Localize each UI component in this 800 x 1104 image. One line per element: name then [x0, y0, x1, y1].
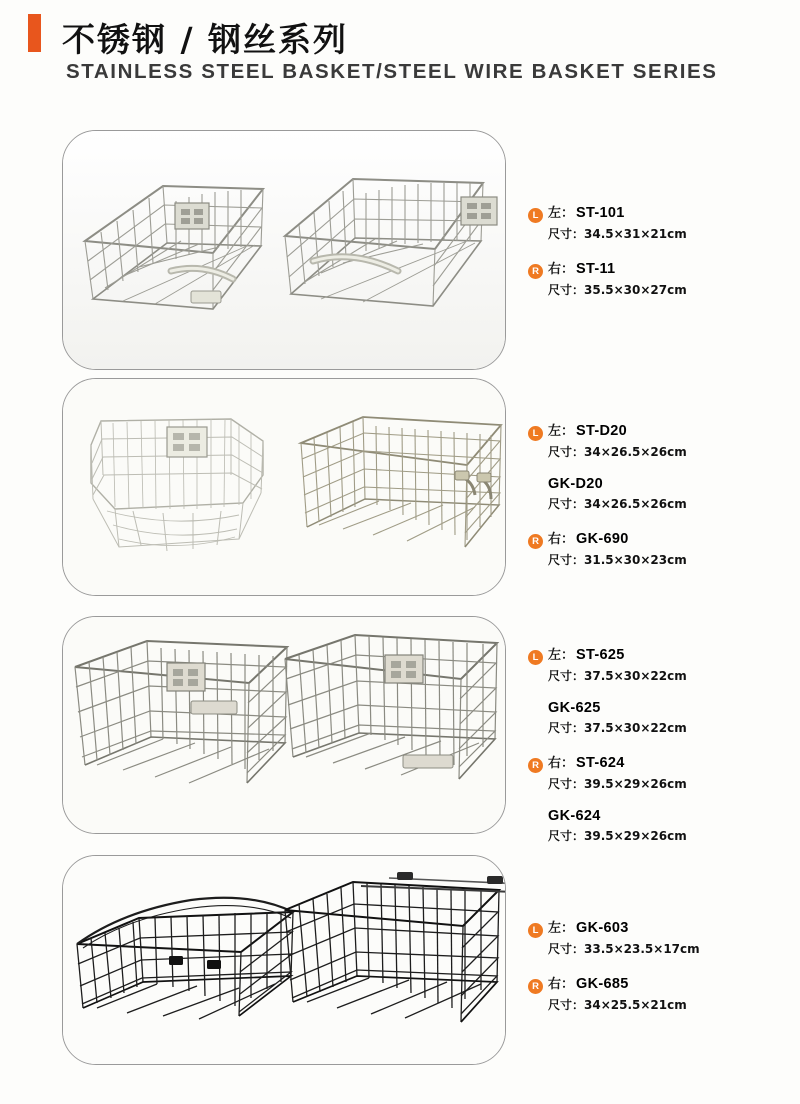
marker-left-icon: L — [528, 426, 543, 441]
spec-row — [528, 808, 687, 824]
product-photo-2 — [62, 378, 506, 596]
side-label: 左： — [548, 648, 575, 663]
dimension-text: 尺寸：31.5×30×23cm — [548, 553, 687, 567]
dimension-text: 尺寸：34×26.5×26cm — [548, 497, 687, 511]
model-code: ST-624 — [576, 755, 625, 771]
spec-row — [528, 700, 687, 716]
spec-list-4 — [528, 917, 700, 1013]
spec-row — [528, 476, 687, 492]
dimension-text: 尺寸：34×25.5×21cm — [548, 998, 687, 1012]
model-code: GK-603 — [576, 920, 629, 936]
basket-illustration-4 — [63, 856, 505, 1064]
model-code: ST-11 — [576, 261, 616, 277]
basket-illustration-3 — [63, 617, 505, 833]
marker-left-icon: L — [528, 208, 543, 223]
side-label: 左： — [548, 921, 575, 936]
product-photo-4 — [62, 855, 506, 1065]
dimension-text: 尺寸：37.5×30×22cm — [548, 721, 687, 735]
dimension-text: 尺寸：34.5×31×21cm — [548, 227, 687, 241]
page-title-english: STAINLESS STEEL BASKET/STEEL WIRE BASKET SERIES — [66, 60, 718, 83]
product-photo-1 — [62, 130, 506, 370]
marker-right-icon: R — [528, 979, 543, 994]
dimension-text: 尺寸：33.5×23.5×17cm — [548, 942, 700, 956]
basket-illustration-1 — [63, 131, 505, 369]
dimension-text: 尺寸：39.5×29×26cm — [548, 777, 687, 791]
marker-right-icon: R — [528, 264, 543, 279]
spec-row — [528, 752, 687, 772]
spec-list-3 — [528, 644, 687, 844]
spec-row — [528, 644, 687, 664]
model-code: GK-685 — [576, 976, 629, 992]
side-label: 左： — [548, 424, 575, 439]
spec-row — [528, 917, 700, 937]
page-title-chinese: 不锈钢 / 钢丝系列 — [62, 20, 349, 59]
product-section-4 — [0, 855, 800, 1075]
side-label: 右： — [548, 977, 575, 992]
spec-row — [528, 973, 700, 993]
spec-row — [528, 528, 687, 548]
dimension-text: 尺寸：34×26.5×26cm — [548, 445, 687, 459]
marker-right-icon: R — [528, 534, 543, 549]
model-code: ST-625 — [576, 647, 625, 663]
basket-illustration-2 — [63, 379, 505, 595]
dimension-text: 尺寸：35.5×30×27cm — [548, 283, 687, 297]
spec-list-1 — [528, 202, 687, 298]
side-label: 右： — [548, 756, 575, 771]
side-label: 左： — [548, 206, 575, 221]
product-section-1 — [0, 130, 800, 370]
marker-left-icon: L — [528, 923, 543, 938]
spec-list-2 — [528, 420, 687, 568]
dimension-text: 尺寸：39.5×29×26cm — [548, 829, 687, 843]
product-section-2 — [0, 378, 800, 606]
spec-row — [528, 420, 687, 440]
model-code: ST-101 — [576, 205, 625, 221]
product-section-3 — [0, 616, 800, 842]
dimension-text: 尺寸：37.5×30×22cm — [548, 669, 687, 683]
model-code: GK-690 — [576, 531, 629, 547]
spec-row — [528, 202, 687, 222]
model-code: GK-625 — [548, 700, 601, 716]
product-photo-3 — [62, 616, 506, 834]
model-code: GK-624 — [548, 808, 601, 824]
accent-bar — [28, 14, 41, 52]
model-code: ST-D20 — [576, 423, 627, 439]
side-label: 右： — [548, 262, 575, 277]
side-label: 右： — [548, 532, 575, 547]
marker-right-icon: R — [528, 758, 543, 773]
spec-row — [528, 258, 687, 278]
model-code: GK-D20 — [548, 476, 603, 492]
page-header — [0, 0, 800, 100]
marker-left-icon: L — [528, 650, 543, 665]
